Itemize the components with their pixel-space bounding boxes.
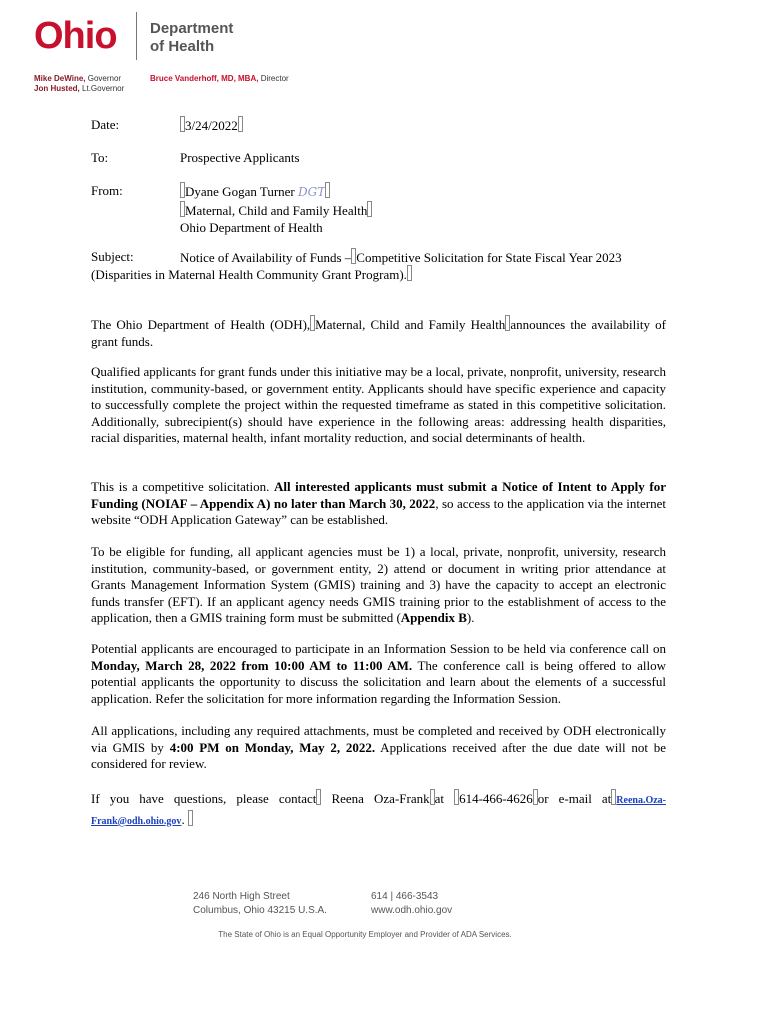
director-name: Bruce Vanderhoff, MD, MBA, (150, 74, 259, 83)
from-block (180, 182, 372, 236)
director-block (150, 74, 289, 84)
paragraph-noiaf: This is a competitive solicitation. All interested applicants must submit a Notice of Intent to Apply for Funding (NOIAF – Appendix A) no later than March 30, 2022, so access to the application via the internet website “ODH Application Gateway” can be established. (91, 479, 666, 527)
governor-title: Governor (87, 74, 122, 83)
paragraph-info-session: Potential applicants are encouraged to participate in an Information Session to be held via conference call on Monday, March 28, 2022 from 10:00 AM to 11:00 AM. The conference call is being offered to allow potential applicants the opportunity to discuss the solicitation and learn about the elements of a successful application. Refer the solicitation for more information regarding the Information Session. (91, 641, 666, 706)
lt-governor-name: Jon Husted, (34, 84, 80, 93)
to-value: Prospective Applicants (180, 150, 300, 165)
address-line-1: 246 North High Street (193, 891, 290, 902)
lt-governor-title: Lt.Governor (82, 84, 125, 93)
signature-initials: DGT (298, 185, 326, 199)
date-value: 3/24/2022 (180, 116, 243, 134)
contact-name: Reena Oza-Frank (321, 791, 430, 806)
ohio-logo: Ohio (34, 15, 117, 57)
governor-name: Mike DeWine, (34, 74, 86, 83)
paragraph-contact: If you have questions, please contact Reena Oza-Frank at 614-466-4626 or e-mail at Reena.Oza-Frank@odh.ohio.gov. (91, 791, 667, 827)
logo-divider (136, 12, 137, 60)
subject-label: Subject: (91, 249, 134, 264)
paragraph-deadline: All applications, including any required attachments, must be completed and received by ODH electronically via GMIS by 4:00 PM on Monday, May 2, 2022. Applications received after the due date will not be considered for review. (91, 723, 666, 771)
date-label: Date: (91, 117, 120, 132)
from-division: Maternal, Child and Family Health (185, 203, 368, 218)
footer-address (193, 890, 327, 918)
contact-email-link[interactable]: Reena.Oza-Frank@odh.ohio.gov (91, 795, 667, 827)
footer-phone: 614 | 466-3543 (371, 891, 439, 902)
director-title: Director (260, 74, 289, 83)
paragraph-eligibility: To be eligible for funding, all applicant agencies must be 1) a local, private, nonprofit, university, research institution, community-based, or government entity, 2) attend or document in writing prior attendance at Grants Management Information System (GMIS) training and 3) have the capacity to accept an electronic funds transfer (EFT). If an applicant agency needs GMIS training prior to the establishment of access to the application, then a GMIS training form must be submitted (Appendix B). (91, 544, 666, 625)
subject-text: Notice of Availability of Funds – Competitive Solicitation for State Fiscal Year 2023 (180, 250, 622, 265)
subject-block (91, 248, 671, 283)
contact-phone: 614-466-4626 (459, 791, 533, 806)
dept-line-1: Department (150, 20, 234, 37)
paragraph-intro: The Ohio Department of Health (ODH), Maternal, Child and Family Health announces the availability of grant funds. (91, 317, 666, 349)
department-name (150, 20, 233, 56)
footer-website[interactable]: www.odh.ohio.gov (371, 905, 453, 916)
address-line-2: Columbus, Ohio 43215 U.S.A. (193, 905, 327, 916)
governor-block (34, 74, 124, 94)
equal-opportunity-note: The State of Ohio is an Equal Opportunity Employer and Provider of ADA Services. (218, 930, 512, 939)
from-org: Ohio Department of Health (180, 220, 323, 235)
paragraph-qualifications: Qualified applicants for grant funds under this initiative may be a local, private, nonprofit, university, research institution, community-based, or government entity. Applicants should have specific experience and capacity to successfully complete the project within the requested timeframe as stated in this competitive solicitation. Additionally, subrecipient(s) should have experience in the following areas: addressing health disparities, racial disparities, maternal health, infant mortality reduction, and social determinants of health. (91, 364, 666, 445)
footer-contact (371, 890, 452, 918)
dept-line-2: of Health (150, 38, 215, 55)
subject-line-2: (Disparities in Maternal Health Community Grant Program). (91, 267, 407, 282)
from-name: Dyane Gogan Turner (185, 184, 295, 199)
from-label: From: (91, 183, 123, 198)
to-label: To: (91, 150, 109, 165)
